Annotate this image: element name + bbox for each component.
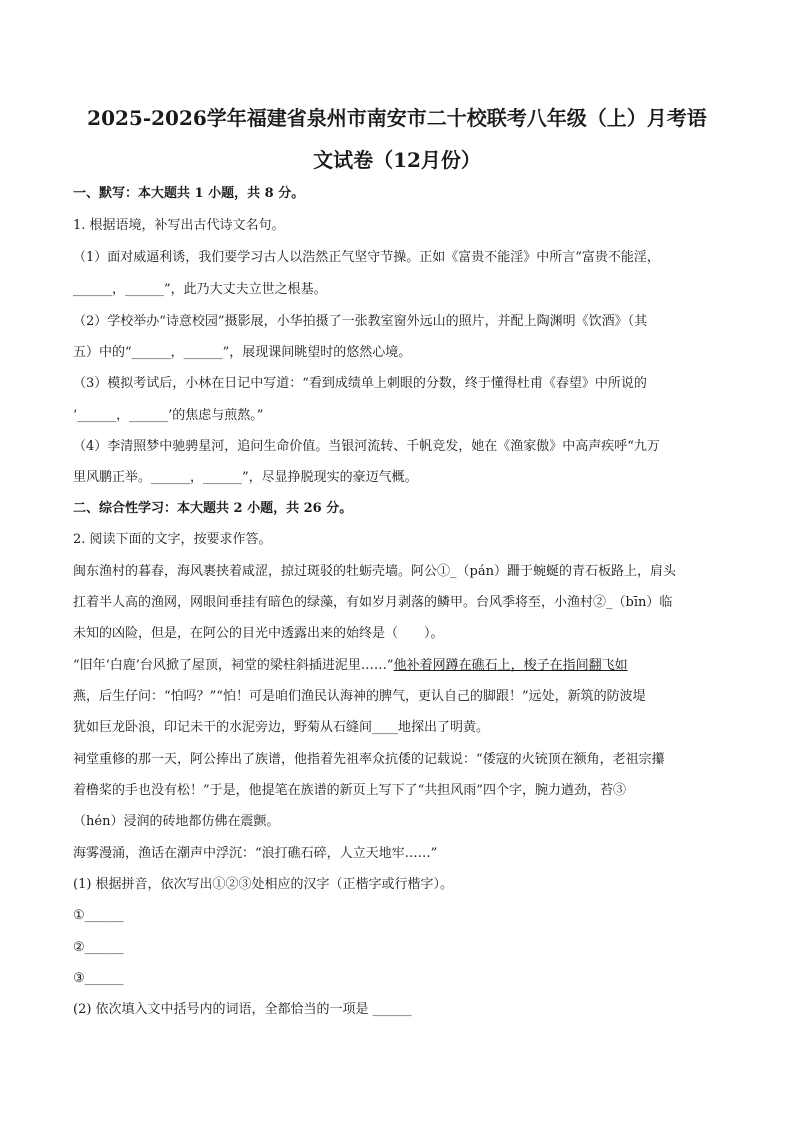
exam-title-line-2: 文试卷（12月份） — [313, 148, 481, 172]
passage-line-3: 未知的凶险，但是，在阿公的目光中透露出来的始终是（ ）。 — [73, 626, 444, 641]
question-1-part-2-line-2: 五）中的“______，______”，展现课间眺望时的悠然心境。 — [73, 345, 412, 360]
question-2-stem: 2. 阅读下面的文字，按要求作答。 — [73, 532, 272, 547]
exam-title-line-1: 2025-2026学年福建省泉州市南安市二十校联考八年级（上）月考语 — [87, 106, 707, 130]
answer-blank-2: ②______ — [73, 940, 124, 955]
underlined-sentence: 他补着网蹲在礁石上，梭子在指间翻飞如 — [393, 658, 628, 673]
question-1-part-4-line-2: 里风鹏正举。______，______”，尽显挣脱现实的豪迈气概。 — [73, 470, 418, 485]
passage-line-7: 祠堂重修的那一天，阿公捧出了族谱，他指着先祖率众抗倭的记载说：“倭寇的火铳顶在额角，老祖宗攥 — [73, 752, 665, 767]
question-1-part-1-line-1: （1）面对威逼利诱，我们要学习古人以浩然正气坚守节操。正如《富贵不能淫》中所言“富贵不能淫， — [73, 250, 660, 265]
passage-line-5: 燕，后生仔问：“怕吗？”“怕！可是咱们渔民认海神的脾气，更认自己的脚跟！”远处，新筑的防波堤 — [73, 689, 646, 704]
passage-line-4-text: “旧年‘白鹿’台风掀了屋顶，祠堂的梁柱斜插进泥里……” — [73, 658, 394, 673]
answer-blank-3: ③______ — [73, 971, 124, 986]
question-1-part-3-line-1: （3）模拟考试后，小林在日记中写道：“看到成绩单上刺眼的分数，终于懂得杜甫《春望》中所说的 — [73, 376, 647, 391]
question-1-stem: 1. 根据语境，补写出古代诗文名句。 — [73, 218, 285, 233]
question-2-part-1-stem: (1) 根据拼音，依次写出①②③处相应的汉字（正楷字或行楷字）。 — [73, 877, 454, 892]
passage-line-10: 海雾漫涌，渔话在潮声中浮沉：“浪打礁石碎，人立天地牢……” — [73, 846, 438, 861]
section-heading-comprehensive: 二、综合性学习：本大题共 2 小题，共 26 分。 — [73, 501, 353, 516]
answer-blank-1: ①______ — [73, 908, 124, 923]
passage-line-8: 着橹桨的手也没有松！”于是，他提笔在族谱的新页上写下了“共担风雨”四个字，腕力遒劲，苔③ — [73, 783, 626, 798]
passage-line-4 — [73, 656, 733, 676]
passage-line-2: 扛着半人高的渔网，网眼间垂挂有暗色的绿藻，有如岁月剥落的鳞甲。台风季将至，小渔村②_（bīn）临 — [73, 595, 673, 610]
question-1-part-2-line-1: （2）学校举办“诗意校园”摄影展，小华拍摄了一张教室窗外远山的照片，并配上陶渊明《饮酒》（其 — [73, 314, 648, 329]
question-2-part-2-stem: (2) 依次填入文中括号内的词语，全都恰当的一项是 ______ — [73, 1002, 412, 1017]
passage-line-9: （hén）浸润的砖地都仿佛在震颤。 — [73, 814, 280, 829]
question-1-part-1-line-2: ______，______”，此乃大丈夫立世之根基。 — [73, 282, 327, 297]
passage-line-6: 犹如巨龙卧浪，印记未干的水泥旁边，野菊从石缝间____地探出了明黄。 — [73, 720, 490, 735]
passage-line-1: 闽东渔村的暮春，海风裹挟着咸涩，掠过斑驳的牡蛎壳墙。阿公①_（pán）跚于蜿蜒的青石板路上，肩头 — [73, 564, 676, 579]
question-1-part-4-line-1: （4）李清照梦中驰骋星河，追问生命价值。当银河流转、千帆竞发，她在《渔家傲》中高声疾呼“九万 — [73, 439, 660, 454]
section-heading-dictation: 一、默写：本大题共 1 小题，共 8 分。 — [73, 186, 305, 201]
question-1-part-3-line-2: ‘______，______’的焦虑与煎熬。” — [73, 408, 264, 423]
